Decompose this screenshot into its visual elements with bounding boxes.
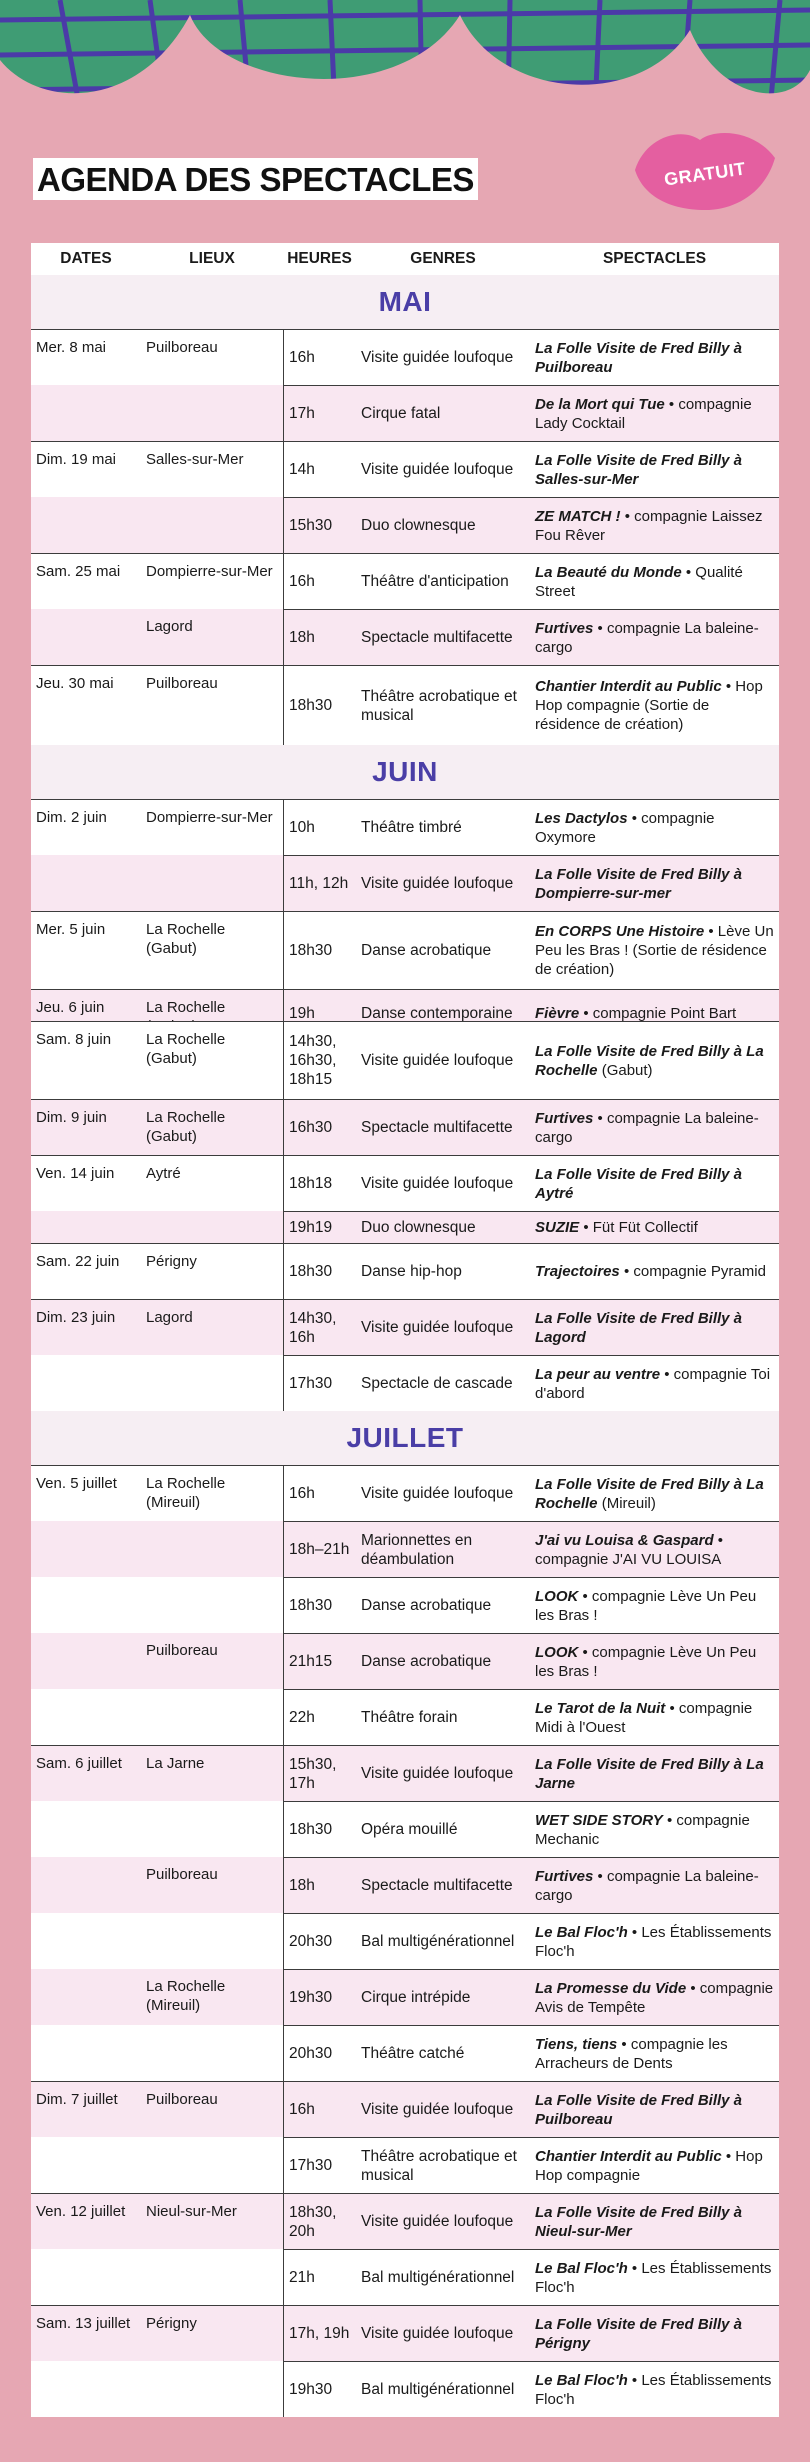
genre-cell: Danse hip-hop [361, 1263, 462, 1280]
genre-cell: Théâtre d'anticipation [361, 573, 509, 590]
table-row [31, 441, 779, 497]
show-company: (Gabut) [597, 1061, 653, 1079]
show-company: • compagnie La baleine-cargo [535, 1867, 759, 1904]
place-cell: La Rochelle [146, 999, 226, 1016]
show-cell [530, 1466, 779, 1521]
date-cell [31, 1355, 141, 1411]
time-cell: 15h30, 17h [283, 1746, 356, 1801]
page-title: AGENDA DES SPECTACLES [37, 161, 474, 198]
time-cell: 16h [283, 330, 356, 385]
show-title: La Folle Visite de Fred Billy à Lagord [535, 1309, 743, 1346]
table-row [31, 1633, 779, 1689]
place-cell [141, 1211, 283, 1243]
time-cell: 21h [283, 2249, 356, 2305]
show-company: • compagnie La baleine-cargo [535, 1109, 759, 1146]
time-cell: 19h [283, 990, 356, 1036]
show-company: • compagnie Lève Un Peu les Bras ! [535, 1587, 757, 1624]
date-cell [31, 1633, 141, 1689]
genre-cell: Visite guidée loufoque [361, 1175, 514, 1192]
show-cell [530, 2082, 779, 2137]
time-cell: 20h30 [283, 1913, 356, 1969]
show-cell [530, 1300, 779, 1355]
date-cell: Sam. 6 juillet [36, 1755, 122, 1772]
table-row [31, 911, 779, 989]
place-cell: La Jarne [146, 1755, 205, 1772]
date-cell: Ven. 5 juillet [36, 1475, 117, 1492]
table-row [31, 1243, 779, 1299]
show-cell [530, 912, 779, 989]
genre-cell: Théâtre catché [356, 2025, 530, 2081]
time-cell: 18h18 [283, 1156, 356, 1211]
show-title: Chantier Interdit au Public [535, 678, 722, 695]
agenda-table [31, 243, 779, 2417]
show-title: La Folle Visite de Fred Billy à Dompierre-sur-mer [535, 865, 743, 902]
place-cell: La Rochelle (Gabut) [146, 921, 226, 957]
show-title: Chantier Interdit au Public [535, 2147, 722, 2165]
show-company: • compagnie Oxymore [535, 809, 715, 846]
show-cell [530, 2137, 779, 2193]
place-cell: Lagord [146, 1309, 193, 1326]
genre-cell: Danse acrobatique [356, 1577, 530, 1633]
show-title: WET SIDE STORY [535, 1811, 663, 1829]
table-row [31, 855, 779, 911]
genre-cell: Danse acrobatique [361, 942, 492, 959]
show-cell [530, 1689, 779, 1745]
table-row [31, 1211, 779, 1243]
place-cell [141, 385, 283, 441]
genre-cell: Théâtre timbré [361, 819, 462, 836]
show-title: Trajectoires [535, 1263, 620, 1280]
table-row [31, 385, 779, 441]
time-cell: 11h, 12h [283, 855, 356, 911]
genre-cell: Bal multigénérationnel [356, 1913, 530, 1969]
show-company: • compagnie Toi d'abord [535, 1365, 771, 1402]
date-cell: Ven. 12 juillet [36, 2203, 126, 2220]
genre-cell: Visite guidée loufoque [361, 2101, 514, 2118]
date-cell [31, 385, 141, 441]
show-cell [530, 2194, 779, 2249]
date-cell [31, 1521, 141, 1577]
show-title: Le Bal Floc'h [535, 2371, 628, 2389]
months-container [31, 275, 779, 2417]
table-row [31, 1299, 779, 1355]
date-cell [31, 497, 141, 553]
genre-cell: Cirque intrépide [356, 1969, 530, 2025]
place-cell: Puilboreau [146, 1866, 218, 1883]
place-cell: La Rochelle (Gabut) [146, 1109, 226, 1145]
show-cell [530, 609, 779, 665]
date-cell: Jeu. 6 juin [36, 999, 105, 1016]
genre-cell: Bal multigénérationnel [356, 2361, 530, 2417]
show-cell [530, 800, 779, 855]
show-company: • Hop Hop compagnie (Sortie de résidence de création) [535, 678, 763, 733]
time-cell: 18h30 [283, 1244, 356, 1299]
show-cell [530, 442, 779, 497]
date-cell: Sam. 8 juin [36, 1031, 112, 1048]
show-title: La Beauté du Monde [535, 563, 682, 581]
place-cell [141, 2361, 283, 2417]
genre-cell: Danse acrobatique [356, 1633, 530, 1689]
place-cell: Nieul-sur-Mer [146, 2203, 237, 2220]
date-cell [31, 1969, 141, 2025]
show-title: ZE MATCH ! [535, 507, 621, 525]
table-row [31, 2137, 779, 2193]
show-cell [530, 666, 779, 745]
table-row [31, 553, 779, 609]
table-row [31, 1465, 779, 1521]
column-header-genres: GENRES [410, 250, 476, 267]
time-cell: 18h30 [283, 1577, 356, 1633]
show-cell [530, 1969, 779, 2025]
place-cell [141, 2249, 283, 2305]
place-cell [141, 1689, 283, 1745]
place-cell: Puilboreau [146, 1642, 218, 1659]
time-cell: 16h [283, 1466, 356, 1521]
genre-cell: Spectacle de cascade [356, 1355, 530, 1411]
show-company: (Mireuil) [597, 1494, 656, 1512]
show-cell [530, 497, 779, 553]
table-row [31, 609, 779, 665]
table-row [31, 1969, 779, 2025]
date-cell: Dim. 7 juillet [36, 2091, 118, 2108]
show-cell [530, 1244, 779, 1299]
show-company: • Qualité Street [535, 563, 743, 600]
show-title: La Folle Visite de Fred Billy à Périgny [535, 2315, 743, 2352]
genre-cell: Visite guidée loufoque [361, 2325, 514, 2342]
show-title: Le Bal Floc'h [535, 1923, 628, 1941]
show-title: Le Bal Floc'h [535, 2259, 628, 2277]
show-company: • compagnie Midi à l'Ouest [535, 1699, 753, 1736]
show-company: • Les Établissements Floc'h [535, 2371, 772, 2408]
show-company: • compagnie Avis de Tempête [535, 1979, 774, 2016]
date-cell: Dim. 2 juin [36, 809, 107, 826]
genre-cell: Cirque fatal [356, 385, 530, 441]
show-cell [530, 1577, 779, 1633]
table-row [31, 2081, 779, 2137]
table-row [31, 1521, 779, 1577]
show-cell [530, 855, 779, 911]
time-cell: 19h30 [283, 1969, 356, 2025]
time-cell: 14h30, 16h30, 18h15 [283, 1022, 356, 1099]
genre-cell: Visite guidée loufoque [361, 1485, 514, 1502]
show-company: • compagnie les Arracheurs de Dents [535, 2035, 728, 2072]
table-header [31, 243, 779, 275]
date-cell [31, 609, 141, 665]
time-cell: 10h [283, 800, 356, 855]
genre-cell: Marionnettes en déambulation [356, 1521, 530, 1577]
show-title: De la Mort qui Tue [535, 395, 665, 413]
show-cell [530, 2025, 779, 2081]
time-cell: 17h30 [283, 2137, 356, 2193]
place-cell: Aytré [146, 1165, 181, 1182]
show-cell [530, 1521, 779, 1577]
show-company: • compagnie Pyramid [619, 1263, 766, 1280]
show-title: J'ai vu Louisa & Gaspard [535, 1531, 714, 1549]
place-cell: Lagord [146, 618, 193, 635]
show-title: Furtives [535, 1867, 594, 1885]
show-title: En CORPS Une Histoire [535, 923, 705, 940]
show-title: SUZIE [535, 1219, 580, 1236]
column-header-times: HEURES [287, 250, 352, 267]
place-cell [141, 497, 283, 553]
table-row [31, 665, 779, 745]
place-cell: Dompierre-sur-Mer [146, 809, 273, 826]
date-cell: Dim. 23 juin [36, 1309, 116, 1326]
table-row [31, 989, 779, 1021]
show-company: • Hop Hop compagnie [535, 2147, 763, 2184]
date-cell [31, 1689, 141, 1745]
table-row [31, 1021, 779, 1099]
genre-cell: Visite guidée loufoque [361, 1319, 514, 1336]
genre-cell: Duo clownesque [356, 1211, 530, 1243]
show-cell [530, 1633, 779, 1689]
show-company: • Lève Un Peu les Bras ! (Sortie de résidence de création) [535, 923, 774, 978]
date-cell [31, 2137, 141, 2193]
genre-cell: Duo clownesque [356, 497, 530, 553]
show-title: Le Tarot de la Nuit [535, 1699, 666, 1717]
genre-cell: Théâtre acrobatique et musical [361, 687, 517, 724]
place-cell: Dompierre-sur-Mer [146, 563, 273, 580]
genre-cell: Théâtre acrobatique et musical [356, 2137, 530, 2193]
date-cell [31, 2361, 141, 2417]
show-title: La Folle Visite de Fred Billy à La Jarne [535, 1755, 764, 1792]
show-title: La Folle Visite de Fred Billy à La Rochelle [535, 1475, 764, 1512]
date-cell [31, 1857, 141, 1913]
show-cell [530, 554, 779, 609]
show-title: Les Dactylos [535, 809, 628, 827]
time-cell: 14h [283, 442, 356, 497]
time-cell: 22h [283, 1689, 356, 1745]
date-cell [31, 1913, 141, 1969]
place-cell: Puilboreau [146, 675, 218, 692]
genre-cell: Visite guidée loufoque [361, 1052, 514, 1069]
place-cell: Puilboreau [146, 339, 218, 356]
show-cell [530, 1355, 779, 1411]
free-badge-label: GRATUIT [662, 158, 748, 190]
column-header-shows: SPECTACLES [602, 250, 707, 267]
table-row [31, 1857, 779, 1913]
time-cell: 18h30 [283, 912, 356, 989]
time-cell: 15h30 [283, 497, 356, 553]
show-title: La peur au ventre [535, 1365, 661, 1383]
show-cell [530, 1913, 779, 1969]
time-cell: 20h30 [283, 2025, 356, 2081]
table-row [31, 2249, 779, 2305]
show-cell [530, 1857, 779, 1913]
table-row [31, 497, 779, 553]
show-cell [530, 1211, 779, 1243]
place-cell: La Rochelle (Mireuil) [146, 1978, 226, 2014]
show-company: • compagnie Point Bart [579, 1004, 737, 1022]
place-cell [141, 1801, 283, 1857]
show-cell [530, 2249, 779, 2305]
show-company: • compagnie Mechanic [535, 1811, 750, 1848]
date-cell: Sam. 13 juillet [36, 2315, 131, 2332]
show-cell [530, 2306, 779, 2361]
table-row [31, 1913, 779, 1969]
month-heading: JUIN [31, 745, 779, 799]
show-title: Furtives [535, 1109, 594, 1127]
genre-cell: Visite guidée loufoque [361, 349, 514, 366]
table-row [31, 2025, 779, 2081]
genre-cell: Bal multigénérationnel [356, 2249, 530, 2305]
table-row [31, 1689, 779, 1745]
table-row [31, 799, 779, 855]
date-cell: Ven. 14 juin [36, 1165, 115, 1182]
show-cell [530, 1022, 779, 1099]
show-company: • compagnie La baleine-cargo [535, 619, 759, 656]
show-company: • Füt Füt Collectif [579, 1219, 698, 1236]
show-company: • compagnie Laissez Fou Rêver [535, 507, 763, 544]
show-cell [530, 2361, 779, 2417]
table-row [31, 1745, 779, 1801]
time-cell: 19h19 [283, 1211, 356, 1243]
place-cell [141, 2025, 283, 2081]
date-cell: Mer. 8 mai [36, 339, 107, 356]
show-title: La Promesse du Vide [535, 1979, 687, 1997]
show-title: La Folle Visite de Fred Billy à Puilboreau [535, 339, 743, 376]
place-cell: La Rochelle (Mireuil) [146, 1475, 226, 1511]
date-cell: Dim. 9 juin [36, 1109, 107, 1126]
place-cell [141, 1577, 283, 1633]
date-cell: Jeu. 30 mai [36, 675, 114, 692]
show-title: Furtives [535, 619, 594, 637]
show-title: Fièvre [535, 1004, 580, 1022]
show-title: Tiens, tiens [535, 2035, 618, 2053]
table-row [31, 1577, 779, 1633]
date-cell [31, 2249, 141, 2305]
table-row [31, 2193, 779, 2249]
place-cell [141, 1913, 283, 1969]
genre-cell: Visite guidée loufoque [356, 855, 530, 911]
show-company: • Les Établissements Floc'h [535, 1923, 772, 1960]
month-heading: MAI [31, 275, 779, 329]
date-cell: Dim. 19 mai [36, 451, 117, 468]
time-cell: 19h30 [283, 2361, 356, 2417]
show-title: La Folle Visite de Fred Billy à La Rochelle [535, 1042, 764, 1079]
date-cell: Sam. 25 mai [36, 563, 121, 580]
show-title: La Folle Visite de Fred Billy à Nieul-sur-Mer [535, 2203, 743, 2240]
table-row [31, 1099, 779, 1155]
date-cell [31, 1801, 141, 1857]
page-title-box [33, 158, 478, 200]
show-company: • compagnie J'AI VU LOUISA [535, 1531, 724, 1568]
genre-cell: Danse contemporaine [361, 1004, 513, 1022]
date-cell [31, 2025, 141, 2081]
show-company: • compagnie Lady Cocktail [535, 395, 752, 432]
date-cell: Sam. 22 juin [36, 1253, 120, 1270]
time-cell: 17h [283, 385, 356, 441]
table-row [31, 2305, 779, 2361]
place-cell [141, 2137, 283, 2193]
place-cell: Salles-sur-Mer [146, 451, 244, 468]
table-row [31, 2361, 779, 2417]
genre-cell: Spectacle multifacette [356, 1857, 530, 1913]
time-cell: 17h30 [283, 1355, 356, 1411]
time-cell: 18h [283, 1857, 356, 1913]
show-cell [530, 1156, 779, 1211]
time-cell: 14h30, 16h [283, 1300, 356, 1355]
decorative-header-pattern [0, 0, 810, 110]
column-header-places: LIEUX [189, 250, 235, 267]
time-cell: 16h [283, 554, 356, 609]
genre-cell: Théâtre forain [356, 1689, 530, 1745]
table-row [31, 1801, 779, 1857]
time-cell: 16h [283, 2082, 356, 2137]
show-cell [530, 1100, 779, 1155]
show-title: LOOK [535, 1587, 579, 1605]
time-cell: 17h, 19h [283, 2306, 356, 2361]
time-cell: 18h–21h [283, 1521, 356, 1577]
show-cell [530, 385, 779, 441]
date-cell [31, 1211, 141, 1243]
time-cell: 18h [283, 609, 356, 665]
time-cell: 21h15 [283, 1633, 356, 1689]
genre-cell: Opéra mouillé [356, 1801, 530, 1857]
date-cell [31, 1577, 141, 1633]
time-cell: 18h30 [283, 666, 356, 745]
genre-cell: Visite guidée loufoque [361, 461, 514, 478]
show-company: • compagnie Lève Un Peu les Bras ! [535, 1643, 757, 1680]
table-row [31, 1155, 779, 1211]
date-cell: Mer. 5 juin [36, 921, 106, 938]
place-cell: Périgny [146, 1253, 197, 1270]
place-cell: La Rochelle (Gabut) [146, 1031, 226, 1067]
genre-cell: Visite guidée loufoque [361, 2213, 514, 2230]
show-title: La Folle Visite de Fred Billy à Aytré [535, 1165, 743, 1202]
time-cell: 18h30, 20h [283, 2194, 356, 2249]
show-title: La Folle Visite de Fred Billy à Salles-sur-Mer [535, 451, 743, 488]
month-heading: JUILLET [31, 1411, 779, 1465]
show-cell [530, 1746, 779, 1801]
place-cell [141, 1355, 283, 1411]
column-header-dates: DATES [60, 250, 112, 267]
table-row [31, 1355, 779, 1411]
genre-cell: Spectacle multifacette [356, 609, 530, 665]
show-title: LOOK [535, 1643, 579, 1661]
table-row [31, 329, 779, 385]
show-cell [530, 1801, 779, 1857]
show-company: • Les Établissements Floc'h [535, 2259, 772, 2296]
show-cell [530, 330, 779, 385]
time-cell: 18h30 [283, 1801, 356, 1857]
place-cell: Puilboreau [146, 2091, 218, 2108]
genre-cell: Spectacle multifacette [361, 1119, 513, 1136]
place-cell: Périgny [146, 2315, 197, 2332]
time-cell: 16h30 [283, 1100, 356, 1155]
show-title: La Folle Visite de Fred Billy à Puilboreau [535, 2091, 743, 2128]
genre-cell: Visite guidée loufoque [361, 1765, 514, 1782]
date-cell [31, 855, 141, 911]
place-cell [141, 1521, 283, 1577]
place-cell [141, 855, 283, 911]
